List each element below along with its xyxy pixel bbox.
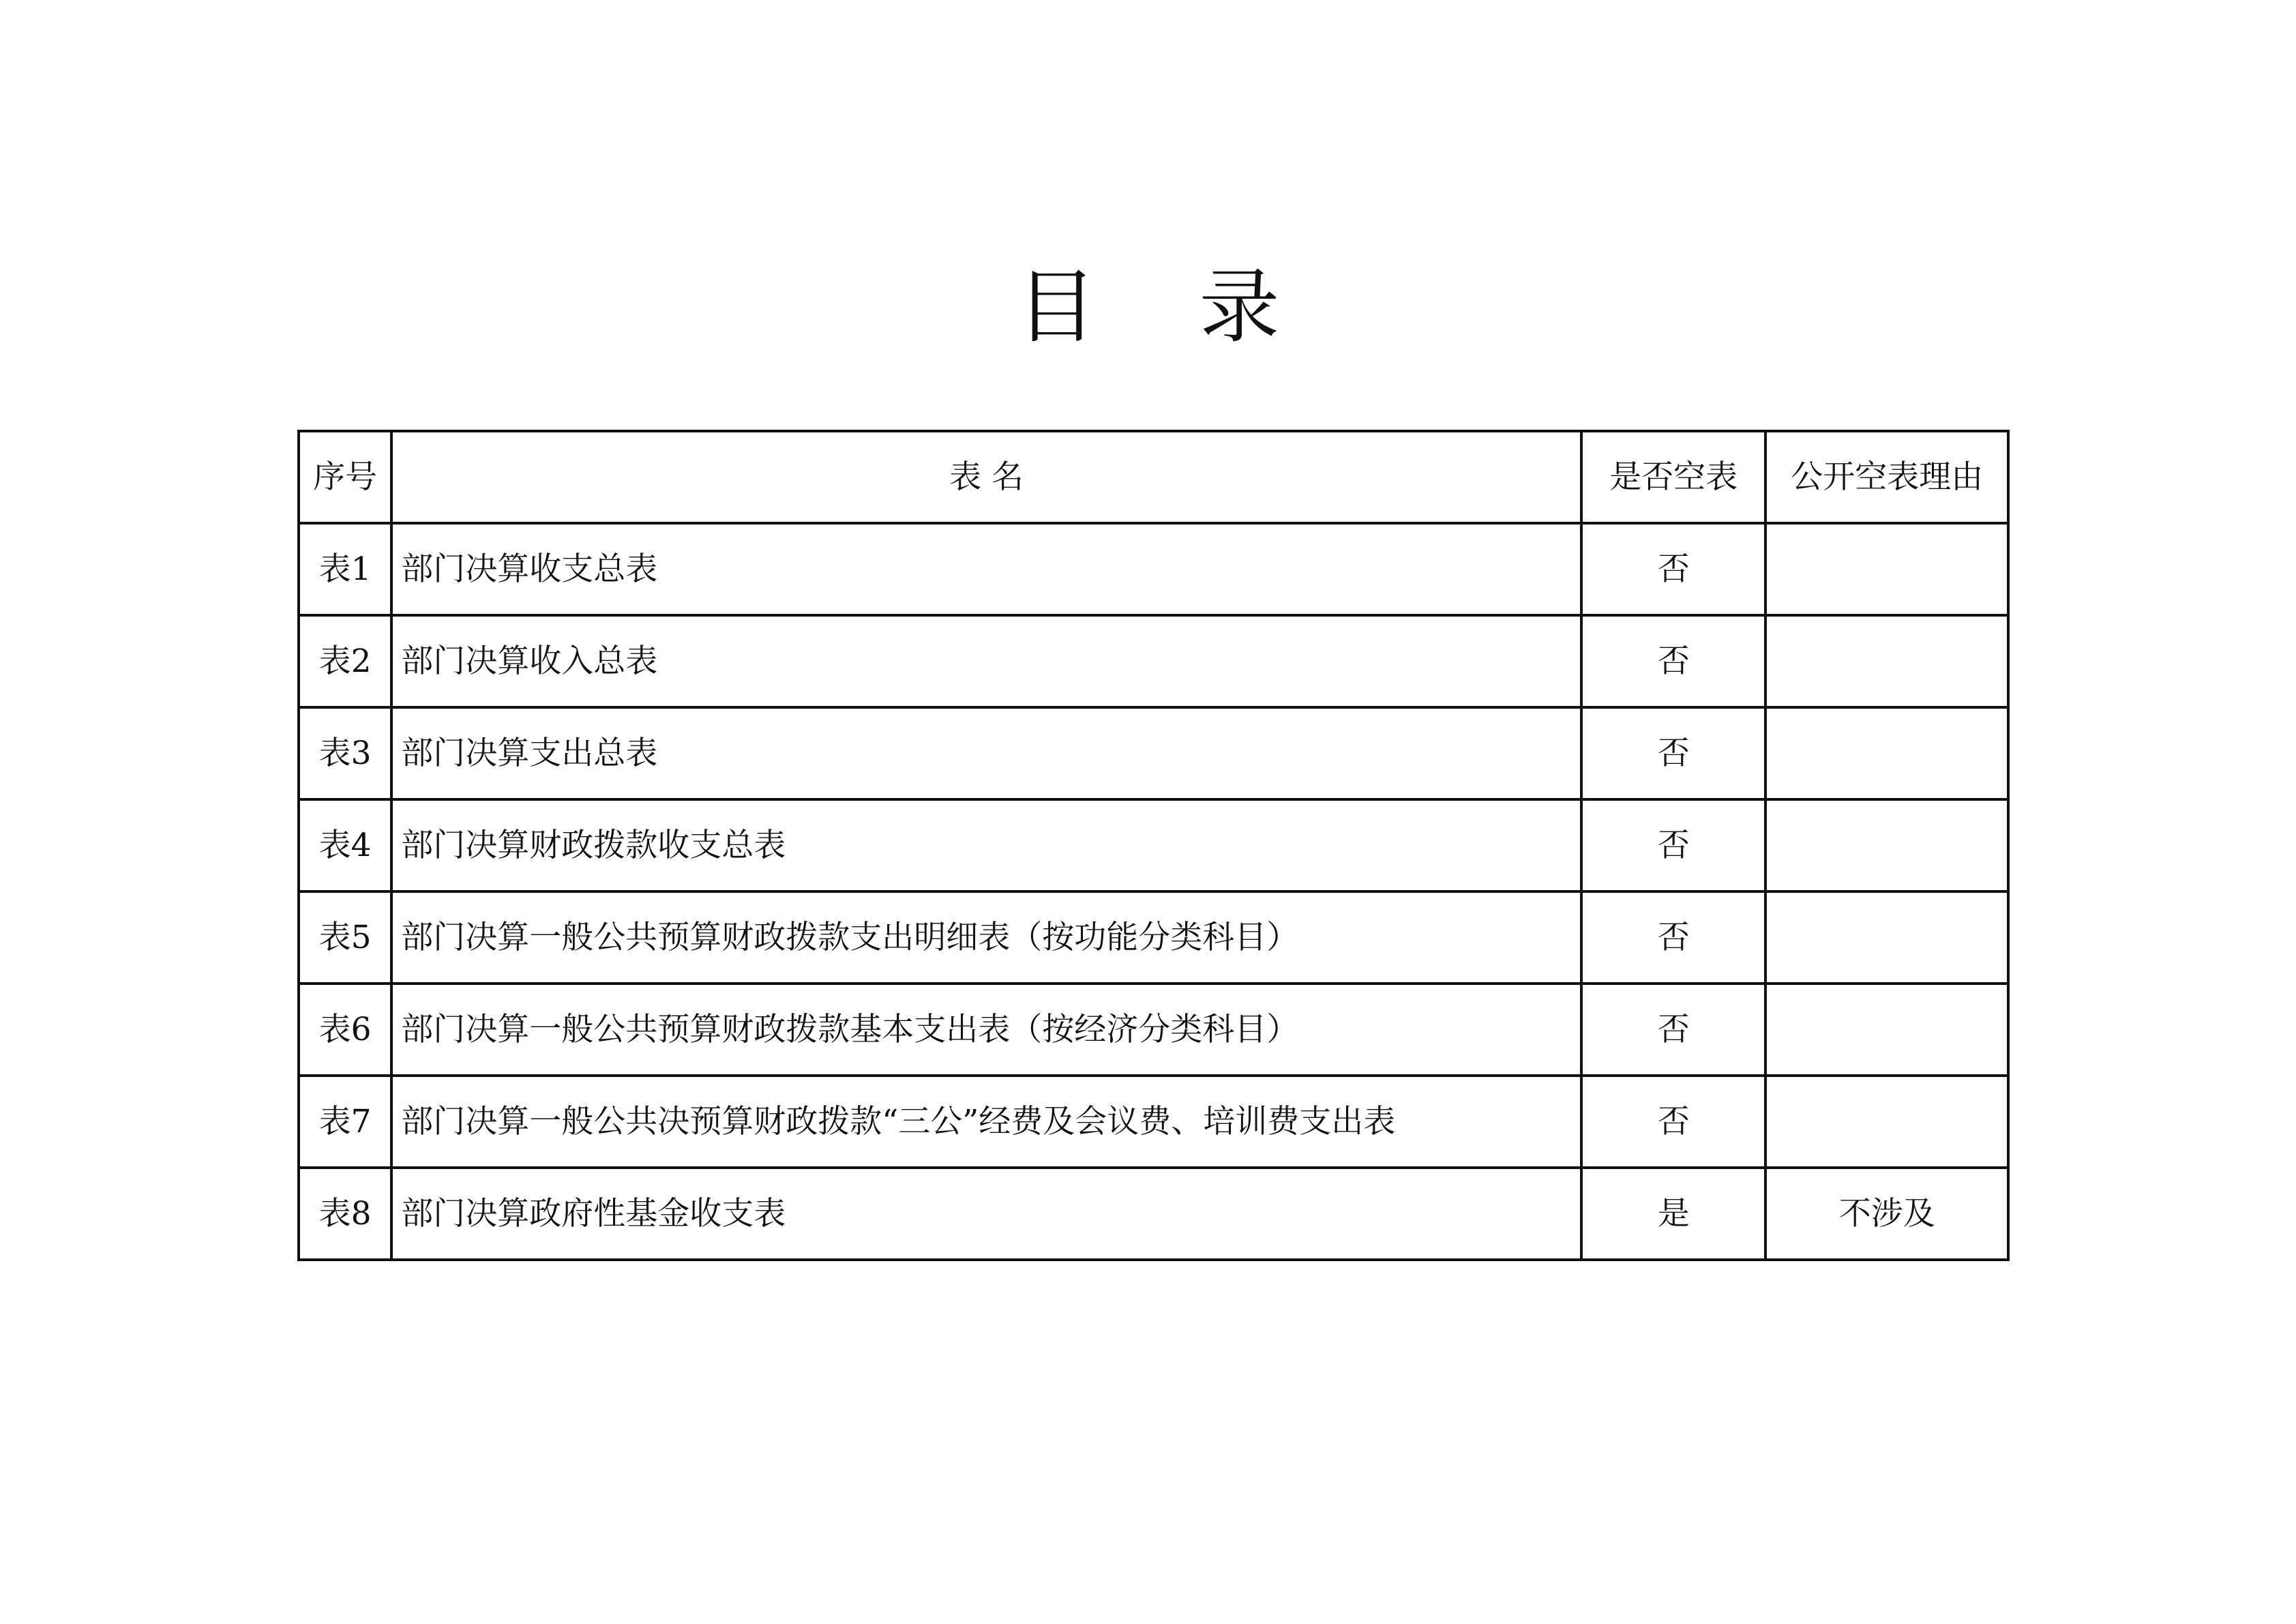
row-table-name: 部门决算一般公共预算财政拨款基本支出表（按经济分类科目） [391, 984, 1581, 1076]
row-number: 表4 [299, 799, 391, 891]
header-name: 表 名 [391, 431, 1581, 523]
table-row [299, 799, 2008, 891]
row-reason [1765, 1076, 2008, 1168]
table-header-row [299, 431, 2008, 523]
row-is-empty: 否 [1581, 891, 1765, 984]
row-number: 表7 [299, 1076, 391, 1168]
row-is-empty: 否 [1581, 1076, 1765, 1168]
row-reason [1765, 707, 2008, 799]
row-number: 表1 [299, 523, 391, 615]
toc-table [297, 430, 2010, 1261]
row-reason [1765, 523, 2008, 615]
row-table-name: 部门决算财政拨款收支总表 [391, 799, 1581, 891]
table-row [299, 1168, 2008, 1260]
row-number: 表8 [299, 1168, 391, 1260]
row-is-empty: 否 [1581, 799, 1765, 891]
row-number: 表5 [299, 891, 391, 984]
row-is-empty: 否 [1581, 707, 1765, 799]
row-is-empty: 否 [1581, 615, 1765, 707]
header-no: 序号 [299, 431, 391, 523]
header-is-empty: 是否空表 [1581, 431, 1765, 523]
row-is-empty: 是 [1581, 1168, 1765, 1260]
header-reason: 公开空表理由 [1765, 431, 2008, 523]
row-is-empty: 否 [1581, 984, 1765, 1076]
row-reason [1765, 799, 2008, 891]
row-reason [1765, 615, 2008, 707]
row-reason [1765, 891, 2008, 984]
row-number: 表2 [299, 615, 391, 707]
table-row [299, 615, 2008, 707]
table-row [299, 523, 2008, 615]
table-row [299, 891, 2008, 984]
row-table-name: 部门决算一般公共预算财政拨款支出明细表（按功能分类科目） [391, 891, 1581, 984]
page-title: 目 录 [1016, 260, 1280, 354]
row-table-name: 部门决算收支总表 [391, 523, 1581, 615]
row-table-name: 部门决算支出总表 [391, 707, 1581, 799]
row-number: 表6 [299, 984, 391, 1076]
row-reason [1765, 984, 2008, 1076]
row-reason: 不涉及 [1765, 1168, 2008, 1260]
row-table-name: 部门决算收入总表 [391, 615, 1581, 707]
row-table-name: 部门决算一般公共决预算财政拨款“三公”经费及会议费、培训费支出表 [391, 1076, 1581, 1168]
table-row [299, 984, 2008, 1076]
table-row [299, 1076, 2008, 1168]
row-number: 表3 [299, 707, 391, 799]
table-row [299, 707, 2008, 799]
row-is-empty: 否 [1581, 523, 1765, 615]
row-table-name: 部门决算政府性基金收支表 [391, 1168, 1581, 1260]
